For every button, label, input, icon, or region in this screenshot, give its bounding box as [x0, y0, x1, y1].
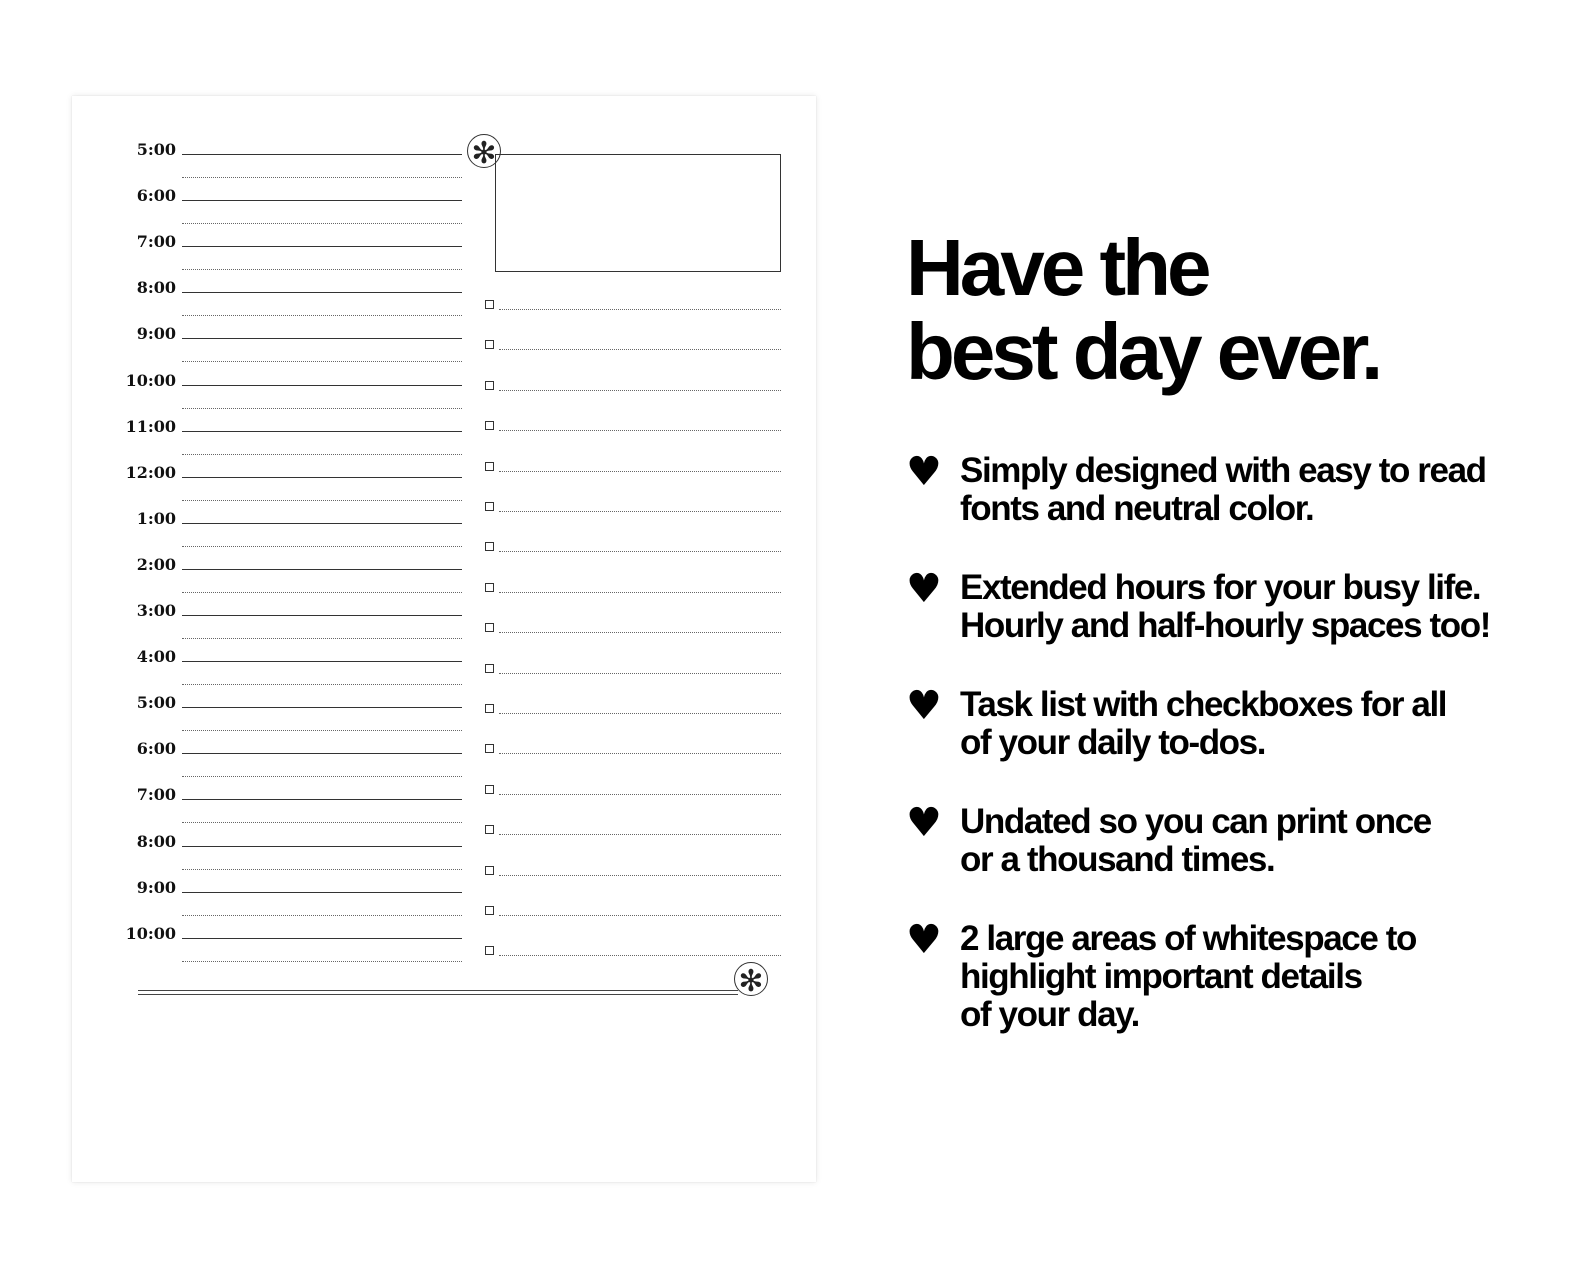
headline [906, 223, 1380, 396]
hour-write-line [182, 707, 462, 708]
task-checkbox [485, 744, 494, 753]
hour-write-line [182, 615, 462, 616]
feature-list [906, 449, 1576, 1037]
hour-label: 7:00 [136, 232, 176, 252]
hour-write-line [182, 338, 462, 339]
feature-item [906, 917, 1576, 1037]
feature-text-line: Extended hours for your busy life. [960, 568, 1481, 607]
task-dotted-line [499, 794, 781, 795]
half-hour-dotted-line [182, 776, 462, 777]
feature-text [960, 920, 1416, 1034]
task-checkbox [485, 785, 494, 794]
feature-text [960, 686, 1446, 762]
hour-label: 3:00 [136, 601, 176, 620]
feature-text-line: fonts and neutral color. [960, 489, 1314, 528]
feature-text-line: highlight important details [960, 957, 1362, 996]
task-row [485, 744, 785, 784]
task-dotted-line [499, 632, 781, 633]
task-dotted-line [499, 875, 781, 876]
hour-label: 7:00 [136, 785, 176, 805]
hour-label: 8:00 [136, 278, 176, 298]
task-row [485, 340, 785, 380]
task-row [485, 866, 785, 906]
hour-label: 12:00 [125, 462, 176, 482]
half-hour-dotted-line [182, 869, 462, 870]
hour-write-line [182, 246, 462, 247]
hour-label: 5:00 [136, 140, 176, 159]
task-dotted-line [499, 349, 781, 350]
heart-icon: ♥ [906, 800, 942, 846]
planner-sheet [72, 96, 816, 1182]
task-checkbox [485, 421, 494, 430]
task-dotted-line [499, 390, 781, 391]
hour-label: 4:00 [136, 647, 176, 667]
half-hour-dotted-line [182, 315, 462, 316]
hour-label: 6:00 [136, 739, 176, 759]
hour-write-line [182, 938, 462, 939]
task-dotted-line [499, 834, 781, 835]
half-hour-dotted-line [182, 269, 462, 270]
hour-write-line [182, 292, 462, 293]
headline-line: Have the [906, 223, 1208, 312]
feature-text-line: 2 large areas of whitespace to [960, 919, 1416, 958]
headline-line: best day ever. [906, 307, 1380, 396]
feature-text-line: Hourly and half-hourly spaces too! [960, 606, 1490, 645]
task-row [485, 906, 785, 946]
hour-label: 1:00 [136, 508, 176, 528]
hour-label: 10:00 [125, 923, 176, 943]
task-row [485, 462, 785, 502]
feature-text-line: of your day. [960, 995, 1139, 1034]
notes-box [495, 154, 781, 272]
feature-item [906, 683, 1576, 803]
task-checkbox [485, 502, 494, 511]
feature-text [960, 569, 1490, 645]
hour-write-line [182, 200, 462, 201]
half-hour-dotted-line [182, 500, 462, 501]
hour-label: 2:00 [136, 554, 176, 574]
task-checkbox [485, 623, 494, 632]
task-dotted-line [499, 915, 781, 916]
task-dotted-line [499, 430, 781, 431]
task-row [485, 502, 785, 542]
hour-write-line [182, 154, 462, 155]
heart-icon: ♥ [906, 449, 942, 495]
hour-write-line [182, 431, 462, 432]
hour-label: 6:00 [136, 186, 176, 206]
half-hour-dotted-line [182, 177, 462, 178]
heart-icon: ♥ [906, 917, 942, 963]
hour-write-line [182, 523, 462, 524]
hour-write-line [182, 799, 462, 800]
hour-write-line [182, 846, 462, 847]
feature-item [906, 566, 1576, 686]
half-hour-dotted-line [182, 684, 462, 685]
hour-label: 11:00 [125, 416, 176, 436]
task-checkbox [485, 664, 494, 673]
asterisk-flower-icon: ✻ [734, 962, 768, 996]
hour-label: 9:00 [136, 324, 176, 344]
task-checkbox [485, 583, 494, 592]
task-checkbox [485, 381, 494, 390]
footer-rule [138, 990, 738, 995]
task-dotted-line [499, 592, 781, 593]
feature-item [906, 449, 1576, 569]
task-row [485, 785, 785, 825]
half-hour-dotted-line [182, 915, 462, 916]
half-hour-dotted-line [182, 961, 462, 962]
half-hour-dotted-line [182, 638, 462, 639]
feature-text-line: Simply designed with easy to read [960, 451, 1486, 490]
task-dotted-line [499, 471, 781, 472]
half-hour-dotted-line [182, 361, 462, 362]
hour-write-line [182, 892, 462, 893]
task-row [485, 825, 785, 865]
hour-label: 8:00 [136, 831, 176, 851]
task-row [485, 664, 785, 704]
task-dotted-line [499, 511, 781, 512]
half-hour-dotted-line [182, 822, 462, 823]
heart-icon: ♥ [906, 683, 942, 729]
hour-label: 10:00 [125, 370, 176, 390]
half-hour-dotted-line [182, 408, 462, 409]
task-checkbox [485, 300, 494, 309]
half-hour-dotted-line [182, 546, 462, 547]
task-row [485, 583, 785, 623]
half-hour-dotted-line [182, 223, 462, 224]
hour-label: 9:00 [136, 877, 176, 897]
task-row [485, 623, 785, 663]
task-checkbox [485, 946, 494, 955]
feature-text-line: Undated so you can print once [960, 802, 1431, 841]
task-checkbox [485, 704, 494, 713]
hour-write-line [182, 385, 462, 386]
task-checkbox [485, 825, 494, 834]
task-row [485, 381, 785, 421]
task-checkbox [485, 866, 494, 875]
task-checkbox [485, 542, 494, 551]
feature-item [906, 800, 1576, 920]
task-row [485, 421, 785, 461]
hour-write-line [182, 569, 462, 570]
task-dotted-line [499, 713, 781, 714]
task-dotted-line [499, 309, 781, 310]
hour-label: 5:00 [136, 693, 176, 713]
half-hour-dotted-line [182, 454, 462, 455]
half-hour-dotted-line [182, 730, 462, 731]
asterisk-flower-icon: ✻ [467, 134, 501, 168]
task-row [485, 542, 785, 582]
hour-row [72, 923, 472, 980]
task-dotted-line [499, 551, 781, 552]
task-checkbox [485, 340, 494, 349]
hour-write-line [182, 477, 462, 478]
task-checkbox [485, 462, 494, 471]
hour-write-line [182, 753, 462, 754]
task-dotted-line [499, 673, 781, 674]
feature-text-line: of your daily to-dos. [960, 723, 1266, 762]
feature-text [960, 803, 1431, 879]
task-checkbox [485, 906, 494, 915]
half-hour-dotted-line [182, 592, 462, 593]
feature-text-line: Task list with checkboxes for all [960, 685, 1447, 724]
task-row [485, 300, 785, 340]
heart-icon: ♥ [906, 566, 942, 612]
hour-write-line [182, 661, 462, 662]
task-dotted-line [499, 955, 781, 956]
task-row [485, 704, 785, 744]
feature-text-line: or a thousand times. [960, 840, 1275, 879]
task-dotted-line [499, 753, 781, 754]
feature-text [960, 452, 1486, 528]
